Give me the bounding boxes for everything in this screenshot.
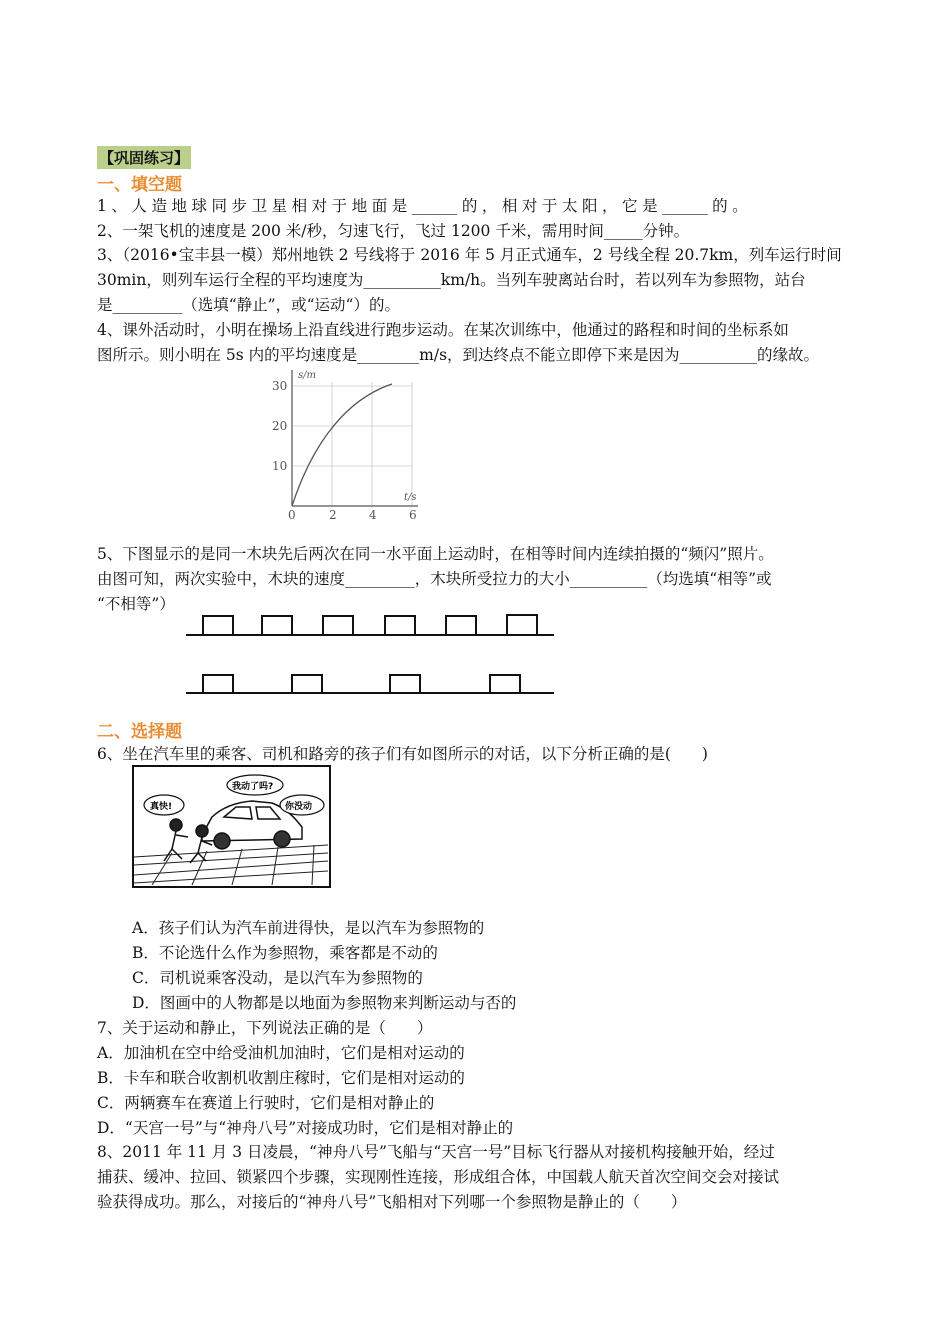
- question-3-line-1: 3、（2016•宝丰县一模）郑州地铁 2 号线将于 2016 年 5 月正式通车，2 号线全程 20.7km，列车运行时间: [97, 246, 842, 264]
- distance-time-graph: [268, 362, 428, 522]
- bubble-passenger-text: 我动了吗?: [232, 782, 274, 792]
- y-tick-30: 30: [272, 379, 288, 393]
- strobe-run-1: [186, 615, 554, 635]
- x-tick-4: 4: [369, 508, 377, 522]
- q6-option-a: A．孩子们认为汽车前进得快，是以汽车为参照物的: [132, 919, 485, 937]
- q6-option-b: B．不论选什么作为参照物，乘客都是不动的: [132, 944, 438, 962]
- question-4-line-2: 图所示。则小明在 5s 内的平均速度是________m/s，到达终点不能立即停下来是因为__________的缘故。: [97, 346, 820, 364]
- car-dialogue-cartoon: [132, 765, 332, 889]
- q6-option-c: C．司机说乘客没动，是以汽车为参照物的: [132, 969, 423, 987]
- x-tick-0: 0: [288, 508, 296, 522]
- question-6: 6、坐在汽车里的乘客、司机和路旁的孩子们有如图所示的对话，以下分析正确的是( ): [97, 745, 708, 763]
- question-2: 2、一架飞机的速度是 200 米/秒，匀速飞行，飞过 1200 千米，需用时间_____分钟。: [97, 222, 690, 240]
- q6-option-d: D．图画中的人物都是以地面为参照物来判断运动与否的: [132, 994, 517, 1012]
- strobe-run-2: [186, 675, 554, 693]
- question-5-line-2: 由图可知，两次实验中，木块的速度_________，木块所受拉力的大小__________（均选填“相等”或: [97, 570, 772, 588]
- s-t-curve: [292, 384, 392, 506]
- strobe-photo-diagram: [180, 612, 560, 702]
- q7-option-b: B．卡车和联合收割机收割庄稼时，它们是相对运动的: [97, 1069, 465, 1087]
- question-8-line-2: 捕获、缓冲、拉回、锁紧四个步骤，实现刚性连接，形成组合体，中国载人航天首次空间交会对接试: [97, 1168, 780, 1186]
- question-1: 1 、 人 造 地 球 同 步 卫 星 相 对 于 地 面 是 ______ 的 ， 相 对 于 太 阳 ， 它 是 ______ 的 。: [97, 197, 748, 215]
- question-5-line-3: “不相等”）: [97, 595, 175, 613]
- graph-grid: [292, 382, 413, 506]
- bubble-children-text: 真快!: [150, 802, 173, 812]
- bubble-driver-text: 你没动: [285, 802, 313, 812]
- x-tick-2: 2: [329, 508, 337, 522]
- y-tick-20: 20: [272, 419, 288, 433]
- q7-option-a: A．加油机在空中给受油机加油时，它们是相对运动的: [97, 1044, 465, 1062]
- x-axis-label: t/s: [404, 492, 417, 503]
- y-tick-10: 10: [272, 459, 288, 473]
- section-title-choice: 二、选择题: [97, 722, 182, 742]
- question-8-line-1: 8、2011 年 11 月 3 日凌晨，“神舟八号”飞船与“天宫一号”目标飞行器从对接机构接触开始，经过: [97, 1143, 775, 1161]
- section-tag: 【巩固练习】: [97, 146, 191, 169]
- y-axis-label: s/m: [298, 370, 316, 381]
- question-3-line-2: 30min，则列车运行全程的平均速度为__________km/h。当列车驶离站台时，若以列车为参照物，站台: [97, 271, 806, 289]
- section-title-fill-in: 一、填空题: [97, 175, 182, 195]
- question-4-line-1: 4、课外活动时，小明在操场上沿直线进行跑步运动。在某次训练中，他通过的路程和时间的坐标系如: [97, 321, 789, 339]
- question-8-line-3: 验获得成功。那么，对接后的“神舟八号”飞船相对下列哪一个参照物是静止的（ ）: [97, 1193, 687, 1211]
- question-3-line-3: 是_________（选填“静止”，或“运动“）的。: [97, 296, 400, 314]
- x-tick-6: 6: [409, 508, 417, 522]
- q7-option-c: C．两辆赛车在赛道上行驶时，它们是相对静止的: [97, 1094, 435, 1112]
- question-7: 7、关于运动和静止，下列说法正确的是（ ）: [97, 1019, 433, 1037]
- question-5-line-1: 5、下图显示的是同一木块先后两次在同一水平面上运动时，在相等时间内连续拍摄的“频闪”照片。: [97, 545, 774, 563]
- q7-option-d: D．“天宫一号”与“神舟八号”对接成功时，它们是相对静止的: [97, 1119, 514, 1137]
